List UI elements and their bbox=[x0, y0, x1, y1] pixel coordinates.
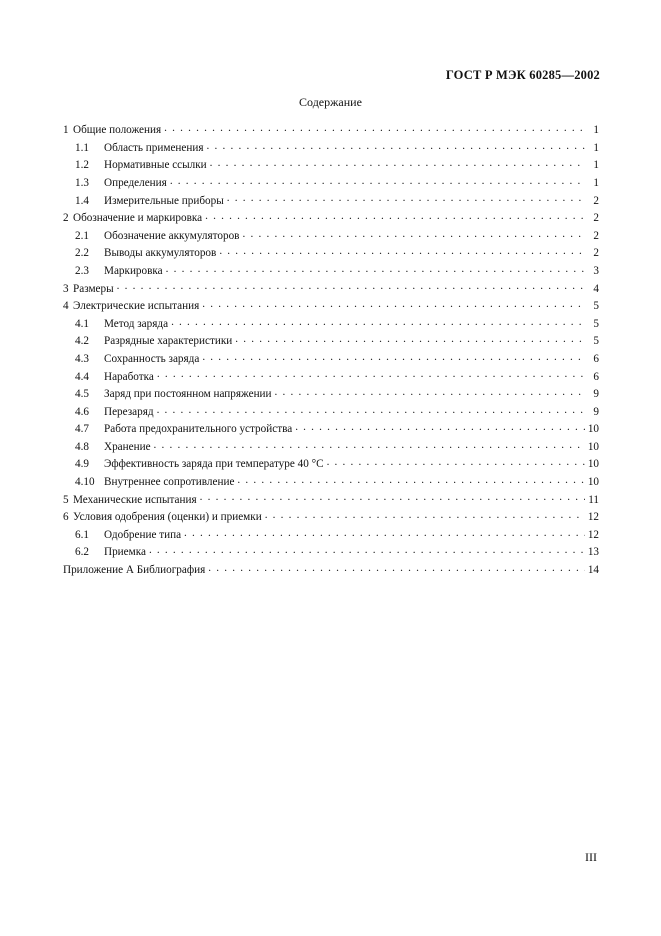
toc-entry bbox=[63, 245, 599, 263]
toc-entry-number: 4.4 bbox=[75, 370, 89, 383]
dot-leader bbox=[210, 157, 585, 168]
toc-entry bbox=[63, 474, 599, 492]
toc-entry-page: 9 bbox=[593, 405, 599, 418]
toc-entry-number: 4 bbox=[63, 300, 69, 313]
toc-entry-page: 10 bbox=[587, 440, 599, 453]
dot-leader bbox=[206, 140, 585, 151]
toc-entry-page: 6 bbox=[593, 352, 599, 365]
toc-entry bbox=[63, 421, 599, 439]
toc-entry bbox=[63, 404, 599, 422]
toc-entry-page: 1 bbox=[593, 176, 599, 189]
dot-leader bbox=[149, 544, 585, 555]
toc-entry-page: 2 bbox=[593, 212, 599, 225]
toc-entry bbox=[63, 228, 599, 246]
dot-leader bbox=[171, 316, 585, 327]
page-folio: III bbox=[585, 850, 597, 864]
toc-entry-page: 5 bbox=[593, 335, 599, 348]
toc-entry-number: 3 bbox=[63, 282, 69, 295]
toc-entry-number: 4.3 bbox=[75, 352, 89, 365]
toc-entry-number: 5 bbox=[63, 493, 69, 506]
dot-leader bbox=[166, 263, 585, 274]
toc-entry-number: 2.2 bbox=[75, 247, 89, 260]
toc-entry-label: Область применения bbox=[104, 141, 204, 154]
toc-entry bbox=[63, 368, 599, 386]
toc-entry-label: Общие положения bbox=[73, 124, 162, 137]
toc-entry-label: Хранение bbox=[104, 440, 151, 453]
toc-entry-label: Сохранность заряда bbox=[104, 352, 200, 365]
toc-entry-label: Механические испытания bbox=[73, 493, 197, 506]
dot-leader bbox=[164, 122, 585, 133]
toc-entry-label: Условия одобрения (оценки) и приемки bbox=[73, 511, 262, 524]
dot-leader bbox=[157, 404, 585, 415]
toc-entry bbox=[63, 192, 599, 210]
dot-leader bbox=[202, 298, 585, 309]
toc-entry-page: 3 bbox=[593, 264, 599, 277]
toc-title: Содержание bbox=[299, 95, 362, 109]
dot-leader bbox=[235, 333, 585, 344]
toc-entry bbox=[63, 333, 599, 351]
toc-entry-page: 2 bbox=[593, 194, 599, 207]
toc-entry bbox=[63, 456, 599, 474]
toc-entry bbox=[63, 175, 599, 193]
toc-entry-number: 4.10 bbox=[75, 476, 95, 489]
toc-entry-number: 2.1 bbox=[75, 229, 89, 242]
dot-leader bbox=[265, 509, 585, 520]
dot-leader bbox=[154, 439, 585, 450]
dot-leader bbox=[170, 175, 585, 186]
toc-entry bbox=[63, 316, 599, 334]
table-of-contents bbox=[63, 122, 599, 579]
dot-leader bbox=[275, 386, 585, 397]
toc-entry-label: Определения bbox=[104, 176, 167, 189]
toc-entry-number: 4.7 bbox=[75, 423, 89, 436]
toc-entry-number: 4.2 bbox=[75, 335, 89, 348]
toc-entry-page: 13 bbox=[587, 546, 599, 559]
toc-entry-label: Работа предохранительного устройства bbox=[104, 423, 293, 436]
dot-leader bbox=[227, 192, 585, 203]
document-header: ГОСТ Р МЭК 60285—2002 bbox=[445, 68, 600, 82]
toc-entry-label: Внутреннее сопротивление bbox=[104, 476, 235, 489]
toc-entry-label: Приемка bbox=[104, 546, 146, 559]
toc-entry bbox=[63, 386, 599, 404]
toc-entry-page: 10 bbox=[587, 458, 599, 471]
toc-entry-label: Наработка bbox=[104, 370, 154, 383]
toc-entry-page: 6 bbox=[593, 370, 599, 383]
toc-entry-page: 4 bbox=[593, 282, 599, 295]
toc-entry-page: 12 bbox=[587, 528, 599, 541]
toc-entry-number: 4.9 bbox=[75, 458, 89, 471]
toc-entry-page: 5 bbox=[593, 317, 599, 330]
toc-entry bbox=[63, 298, 599, 316]
toc-entry-page: 2 bbox=[593, 229, 599, 242]
toc-entry bbox=[63, 351, 599, 369]
toc-entry bbox=[63, 562, 599, 580]
dot-leader bbox=[219, 245, 585, 256]
toc-entry bbox=[63, 439, 599, 457]
dot-leader bbox=[327, 456, 585, 467]
toc-entry-page: 5 bbox=[593, 300, 599, 313]
toc-entry bbox=[63, 280, 599, 298]
toc-entry-label: Измерительные приборы bbox=[104, 194, 224, 207]
toc-entry-label: Перезаряд bbox=[104, 405, 154, 418]
toc-entry-number: 1.2 bbox=[75, 159, 89, 172]
toc-entry-number: 6.2 bbox=[75, 546, 89, 559]
toc-entry-number: 4.8 bbox=[75, 440, 89, 453]
toc-entry-label: Эффективность заряда при температуре 40 °С bbox=[104, 458, 324, 471]
dot-leader bbox=[200, 491, 585, 502]
toc-entry-page: 1 bbox=[593, 159, 599, 172]
toc-entry bbox=[63, 527, 599, 545]
dot-leader bbox=[237, 474, 585, 485]
toc-entry-number: 4.1 bbox=[75, 317, 89, 330]
dot-leader bbox=[208, 562, 585, 573]
toc-entry bbox=[63, 122, 599, 140]
toc-entry-page: 9 bbox=[593, 388, 599, 401]
toc-entry-number: 2.3 bbox=[75, 264, 89, 277]
toc-entry-number: 4.5 bbox=[75, 388, 89, 401]
toc-entry bbox=[63, 544, 599, 562]
toc-entry-label: Размеры bbox=[73, 282, 114, 295]
toc-entry-page: 14 bbox=[587, 564, 599, 577]
toc-entry-label: Выводы аккумуляторов bbox=[104, 247, 217, 260]
toc-entry-number: 2 bbox=[63, 212, 69, 225]
toc-entry-label: Нормативные ссылки bbox=[104, 159, 207, 172]
toc-entry bbox=[63, 491, 599, 509]
toc-entry-number: 6 bbox=[63, 511, 69, 524]
dot-leader bbox=[202, 351, 585, 362]
toc-entry-number: 1 bbox=[63, 124, 69, 137]
toc-entry-page: 10 bbox=[587, 423, 599, 436]
toc-entry-page: 1 bbox=[593, 124, 599, 137]
toc-entry-label: Приложение А Библиография bbox=[63, 564, 206, 577]
toc-entry-label: Одобрение типа bbox=[104, 528, 182, 541]
dot-leader bbox=[117, 280, 585, 291]
toc-entry bbox=[63, 263, 599, 281]
toc-entry-page: 2 bbox=[593, 247, 599, 260]
toc-entry-label: Разрядные характеристики bbox=[104, 335, 233, 348]
toc-entry-label: Заряд при постоянном напряжении bbox=[104, 388, 272, 401]
toc-entry bbox=[63, 157, 599, 175]
toc-entry bbox=[63, 140, 599, 158]
toc-entry-number: 1.4 bbox=[75, 194, 89, 207]
dot-leader bbox=[295, 421, 585, 432]
toc-entry-label: Обозначение и маркировка bbox=[73, 212, 203, 225]
dot-leader bbox=[184, 527, 585, 538]
toc-entry-label: Электрические испытания bbox=[73, 300, 200, 313]
toc-entry bbox=[63, 210, 599, 228]
dot-leader bbox=[157, 368, 585, 379]
dot-leader bbox=[205, 210, 585, 221]
toc-entry-number: 1.1 bbox=[75, 141, 89, 154]
toc-entry bbox=[63, 509, 599, 527]
toc-entry-page: 12 bbox=[587, 511, 599, 524]
toc-entry-page: 1 bbox=[593, 141, 599, 154]
toc-entry-label: Обозначение аккумуляторов bbox=[104, 229, 240, 242]
toc-entry-number: 1.3 bbox=[75, 176, 89, 189]
toc-entry-page: 11 bbox=[588, 493, 599, 506]
dot-leader bbox=[242, 228, 585, 239]
toc-entry-page: 10 bbox=[587, 476, 599, 489]
toc-entry-number: 4.6 bbox=[75, 405, 89, 418]
toc-entry-label: Метод заряда bbox=[104, 317, 169, 330]
toc-entry-number: 6.1 bbox=[75, 528, 89, 541]
toc-entry-label: Маркировка bbox=[104, 264, 163, 277]
